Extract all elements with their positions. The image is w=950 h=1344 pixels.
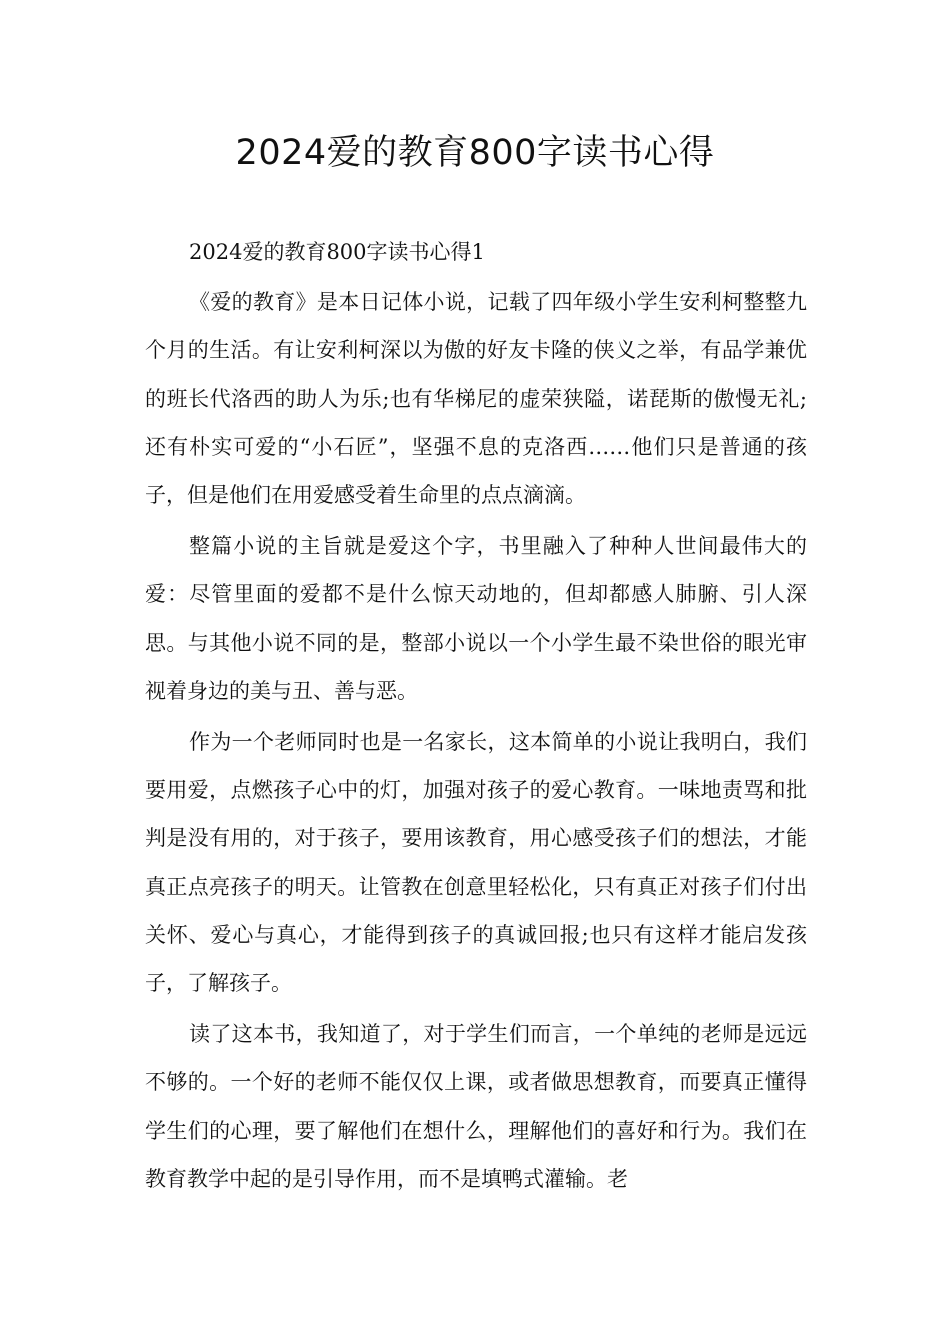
- paragraph: 整篇小说的主旨就是爱这个字，书里融入了种种人世间最伟大的爱：尽管里面的爱都不是什么惊天动地的，但却都感人肺腑、引人深思。与其他小说不同的是，整部小说以一个小学生最不染世俗的眼光审视着身边的美与丑、善与恶。: [145, 534, 807, 703]
- paragraph: 作为一个老师同时也是一名家长，这本简单的小说让我明白，我们要用爱，点燃孩子心中的灯，加强对孩子的爱心教育。一味地责骂和批判是没有用的，对于孩子，要用该教育，用心感受孩子们的想法，才能真正点亮孩子的明天。让管教在创意里轻松化，只有真正对孩子们付出关怀、爱心与真心，才能得到孩子的真诚回报;也只有这样才能启发孩子，了解孩子。: [145, 730, 807, 996]
- document-title: 2024爱的教育800字读书心得: [235, 133, 715, 173]
- section-heading: 2024爱的教育800字读书心得1: [189, 240, 485, 264]
- document-body: [145, 228, 807, 1206]
- paragraph: 《爱的教育》是本日记体小说，记载了四年级小学生安利柯整整九个月的生活。有让安利柯深以为傲的好友卡隆的侠义之举，有品学兼优的班长代洛西的助人为乐;也有华梯尼的虚荣狭隘，诺琵斯的傲慢无礼;还有朴实可爱的“小石匠”，坚强不息的克洛西……他们只是普通的孩子，但是他们在用爱感受着生命里的点点滴滴。: [145, 290, 807, 508]
- paragraph: 读了这本书，我知道了，对于学生们而言，一个单纯的老师是远远不够的。一个好的老师不能仅仅上课，或者做思想教育，而要真正懂得学生们的心理，要了解他们在想什么，理解他们的喜好和行为。我们在教育教学中起的是引导作用，而不是填鸭式灌输。老: [145, 1022, 807, 1191]
